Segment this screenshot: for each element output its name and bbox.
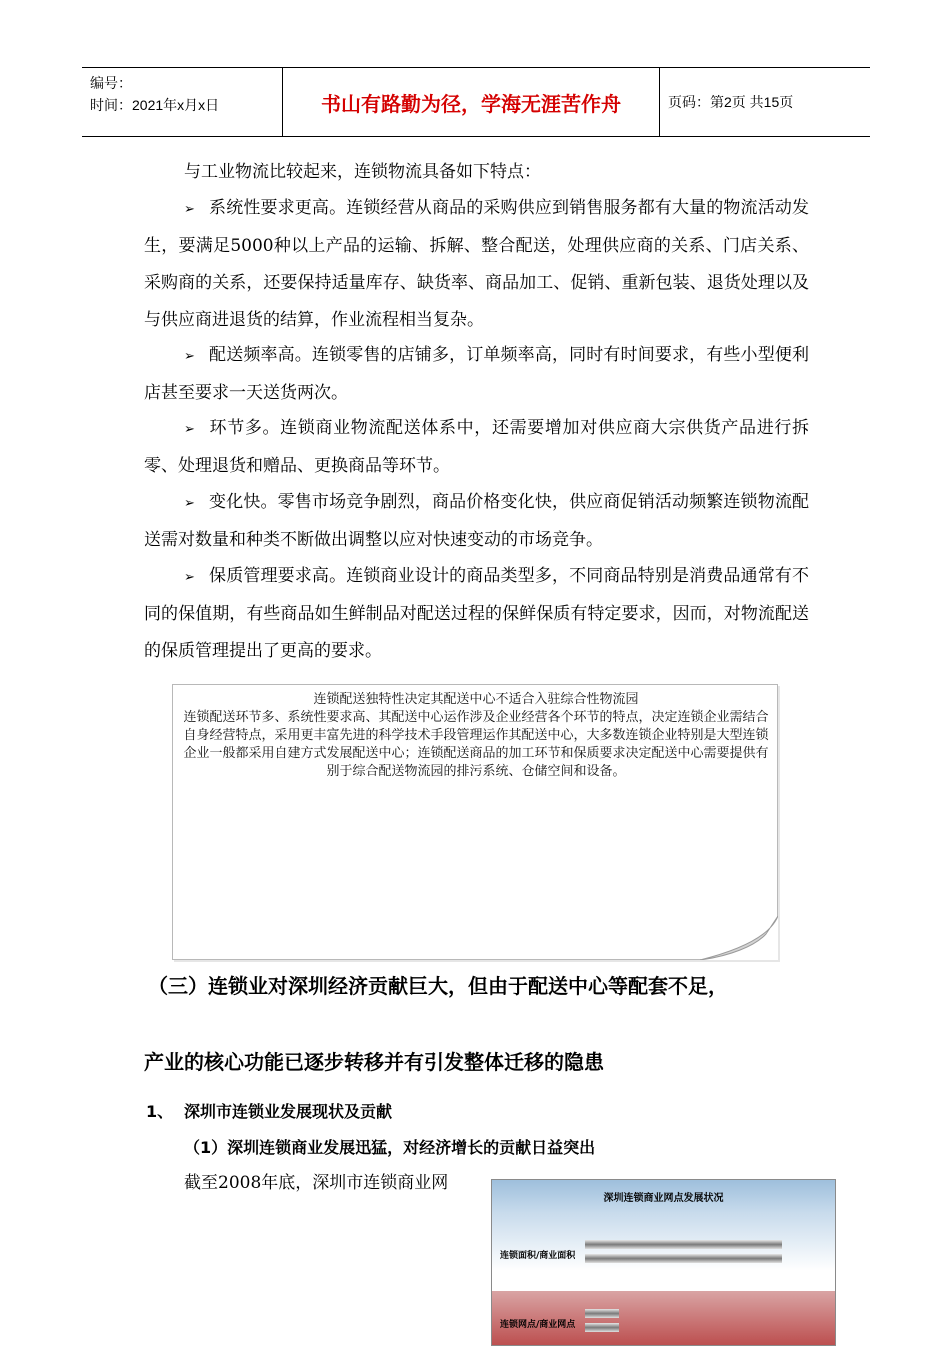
number-label: 编号： <box>90 75 132 91</box>
chart-category-label: 连锁面积/商业面积 <box>500 1251 576 1261</box>
bullet-text: 环节多。连锁商业物流配送体系中，还需要增加对供应商大宗供货产品进行拆零、处理退货和赠品、更换商品等环节。 <box>144 418 809 476</box>
page-header <box>82 67 870 137</box>
bullet-item <box>144 484 809 559</box>
chart-category-label: 连锁网点/商业网点 <box>500 1320 576 1330</box>
bullet-item <box>144 337 809 412</box>
section-heading-line2: 产业的核心功能已逐步转移并有引发整体迁移的隐患 <box>144 1050 604 1074</box>
header-motto: 书山有路勤为径，学海无涯苦作舟 <box>282 68 660 136</box>
header-meta <box>90 72 219 116</box>
page-info: 页码：第2页 共15页 <box>668 94 794 110</box>
chart-title: 深圳连锁商业网点发展状况 <box>603 1193 724 1204</box>
arrow-bullet-icon: ➢ <box>184 570 195 585</box>
bullet-item <box>144 410 809 485</box>
callout-box <box>172 684 778 960</box>
network-development-chart <box>491 1179 836 1346</box>
intro-paragraph <box>144 154 809 191</box>
arrow-bullet-icon: ➢ <box>184 496 195 511</box>
sub-heading: 深圳市连锁业发展现状及贡献 <box>184 1102 393 1121</box>
callout-text <box>181 691 771 781</box>
sub-heading-number: 1、 <box>146 1102 174 1121</box>
bullet-item <box>144 558 809 670</box>
arrow-bullet-icon: ➢ <box>184 349 195 364</box>
intro-text: 与工业物流比较起来，连锁物流具备如下特点： <box>184 162 541 182</box>
last-paragraph <box>144 1165 504 1202</box>
bullet-item <box>144 190 809 339</box>
page-fold-icon <box>700 916 778 960</box>
callout-title: 连锁配送独特性决定其配送中心不适合入驻综合性物流园 <box>313 692 639 707</box>
chart-bar <box>585 1240 782 1249</box>
bullet-text: 保质管理要求高。连锁商业设计的商品类型多，不同商品特别是消费品通常有不同的保值期，有些商品如生鲜制品对配送过程的保鲜保质有特定要求，因而，对物流配送的保质管理提出了更高的要求。 <box>144 566 809 661</box>
bullet-text: 系统性要求更高。连锁经营从商品的采购供应到销售服务都有大量的物流活动发生，要满足5000种以上产品的运输、拆解、整合配送，处理供应商的关系、门店关系、采购商的关系，还要保持适量库存、缺货率、商品加工、促销、重新包装、退货处理以及与供应商进退货的结算，作业流程相当复杂。 <box>144 198 809 330</box>
chart-bar <box>585 1309 619 1318</box>
chart-bar <box>585 1254 782 1263</box>
arrow-bullet-icon: ➢ <box>184 422 195 437</box>
sub-sub-heading: （1）深圳连锁商业发展迅猛，对经济增长的贡献日益突出 <box>184 1138 596 1157</box>
last-paragraph-text: 截至2008年底，深圳市连锁商业网 <box>184 1173 449 1193</box>
arrow-bullet-icon: ➢ <box>184 202 195 217</box>
chart-bar <box>585 1323 619 1332</box>
bullet-text: 配送频率高。连锁零售的店铺多，订单频率高，同时有时间要求，有些小型便利店甚至要求一天送货两次。 <box>144 345 809 403</box>
bullet-text: 变化快。零售市场竞争剧烈，商品价格变化快，供应商促销活动频繁连锁物流配送需对数量和种类不断做出调整以应对快速变动的市场竞争。 <box>144 492 809 550</box>
time-label: 时间：2021年x月x日 <box>90 97 220 113</box>
callout-body: 连锁配送环节多、系统性要求高、其配送中心运作涉及企业经营各个环节的特点，决定连锁企业需结合自身经营特点，采用更丰富先进的科学技术手段管理运作其配送中心，大多数连锁企业特别是大型连锁企业一般都采用自建方式发展配送中心；连锁配送商品的加工环节和保质要求决定配送中心需要提供有别于综合配送物流园的排污系统、仓储空间和设备。 <box>183 710 769 779</box>
section-heading-line1: （三）连锁业对深圳经济贡献巨大，但由于配送中心等配套不足， <box>148 974 728 998</box>
